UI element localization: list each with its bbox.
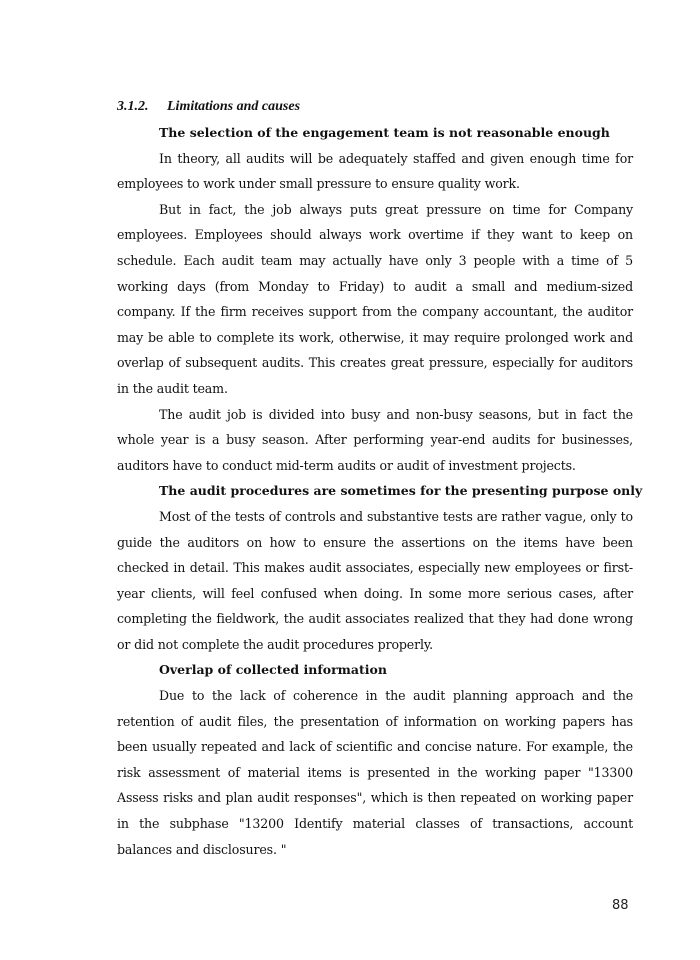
section-heading — [117, 94, 633, 120]
page-number: 88 — [612, 898, 629, 913]
paragraph: In theory, all audits will be adequately staffed and given enough time for employees to work under small pressure to ensure quality work. — [117, 150, 633, 192]
paragraph: Most of the tests of controls and substantive tests are rather vague, only to guide the auditors on how to ensure the assertions on the items have been checked in detail. This makes audit associates, especially new employees or first-year clients, will feel confused when doing. In some more serious cases, after completing the fieldwork, the audit associates realized that they had done wrong or did not complete the audit procedures properly. — [117, 508, 633, 652]
paragraph: Due to the lack of coherence in the audit planning approach and the retention of audit files, the presentation of information on working papers has been usually repeated and lack of scientific and concise nature. For example, the risk assessment of material items is presented in the working paper "13300 Assess risks and plan audit responses", which is then repeated on working paper in the subphase "13200 Identify material classes of transactions, account balances and disclosures. " — [117, 688, 633, 857]
document-page — [117, 94, 643, 862]
subheading-overlap-information: Overlap of collected information — [159, 662, 387, 678]
paragraph: But in fact, the job always puts great pressure on time for Company employees. Employees should always work overtime if they want to keep on schedule. Each audit team may actually have only 3 people with a time of 5 working days (from Monday to Friday) to audit a small and medium-sized company. If the firm receives support from the company accountant, the auditor may be able to complete its work, otherwise, it may require prolonged work and overlap of subsequent audits. This creates great pressure, especially for auditors in the audit team. — [117, 201, 633, 396]
section-number: 3.1.2. — [117, 99, 149, 114]
section-title: Limitations and causes — [167, 99, 301, 114]
paragraph: The audit job is divided into busy and non-busy seasons, but in fact the whole year is a busy season. After performing year-end audits for businesses, auditors have to conduct mid-term audits or audit of investment projects. — [117, 406, 633, 473]
subheading-audit-procedures: The audit procedures are sometimes for the presenting purpose only — [159, 483, 643, 499]
subheading-engagement-team: The selection of the engagement team is not reasonable enough — [159, 125, 610, 140]
